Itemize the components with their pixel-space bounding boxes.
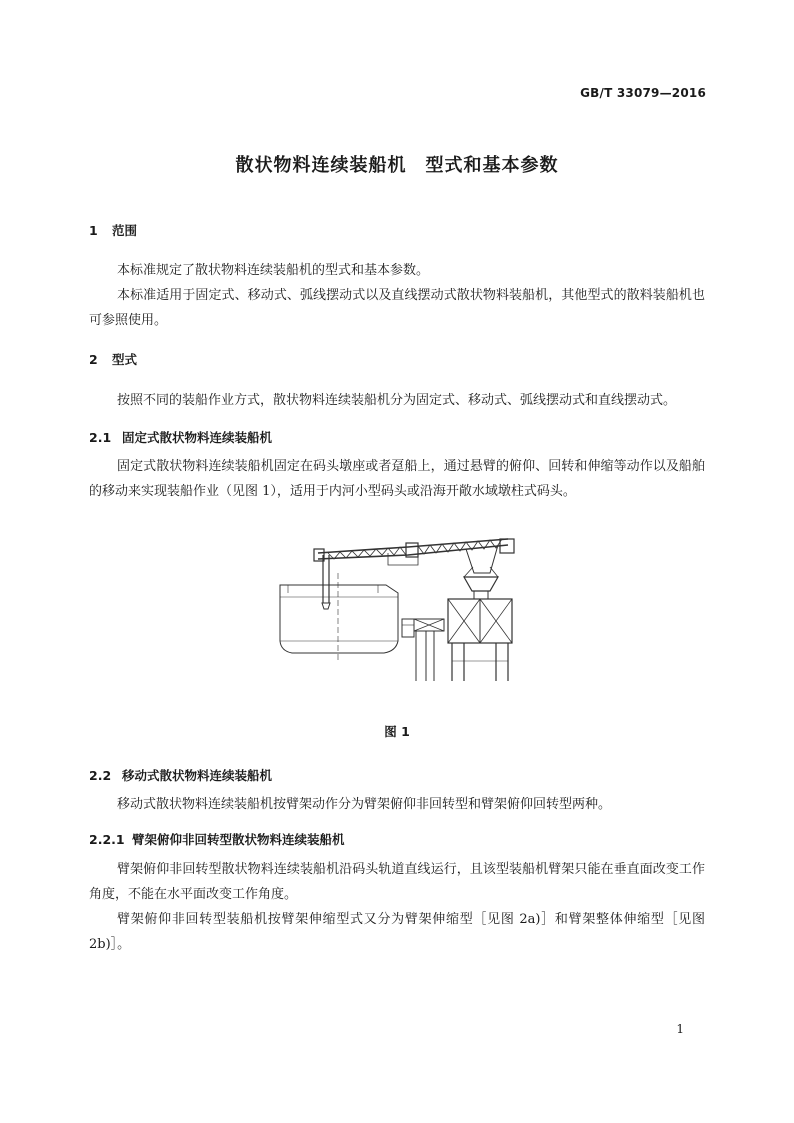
section-2-2-1-heading xyxy=(89,830,345,848)
paragraph: 臂架俯仰非回转型装船机按臂架伸缩型式又分为臂架伸缩型［见图 2a)］和臂架整体伸缩型［见图 2b)］。 xyxy=(89,912,705,952)
section-2-1-heading xyxy=(89,428,272,446)
section-title: 范围 xyxy=(112,223,138,238)
standard-number: GB/T 33079—2016 xyxy=(580,86,706,100)
paragraph: 固定式散状物料连续装船机固定在码头墩座或者趸船上，通过悬臂的俯仰、回转和伸缩等动作以及船舶的移动来实现装船作业（见图 1），适用于内河小型码头或沿海开敞水域墩柱式码头。 xyxy=(89,459,705,499)
section-1-heading xyxy=(89,221,137,239)
section-number: 2.1 xyxy=(89,430,112,445)
section-number: 2 xyxy=(89,352,98,367)
section-number: 2.2 xyxy=(89,768,112,783)
paragraph: 本标准规定了散状物料连续装船机的型式和基本参数。 xyxy=(117,263,430,278)
section-2-2-heading xyxy=(89,766,272,784)
section-title: 移动式散状物料连续装船机 xyxy=(122,768,273,783)
section-number: 1 xyxy=(89,223,98,238)
figure-1-caption: 图 1 xyxy=(384,724,410,739)
paragraph: 臂架俯仰非回转型散状物料连续装船机沿码头轨道直线运行，且该型装船机臂架只能在垂直面改变工作角度，不能在水平面改变工作角度。 xyxy=(89,862,705,902)
section-2-heading xyxy=(89,350,137,368)
paragraph: 移动式散状物料连续装船机按臂架动作分为臂架俯仰非回转型和臂架俯仰回转型两种。 xyxy=(117,797,612,812)
paragraph: 按照不同的装船作业方式，散状物料连续装船机分为固定式、移动式、弧线摆动式和直线摆动式。 xyxy=(117,393,677,408)
figure-1-drawing xyxy=(268,533,530,685)
section-title: 臂架俯仰非回转型散状物料连续装船机 xyxy=(132,832,345,847)
section-title: 固定式散状物料连续装船机 xyxy=(122,430,273,445)
paragraph: 本标准适用于固定式、移动式、弧线摆动式以及直线摆动式散状物料装船机，其他型式的散料装船机也可参照使用。 xyxy=(89,288,705,328)
page-number: 1 xyxy=(676,1022,684,1036)
document-title: 散状物料连续装船机 型式和基本参数 xyxy=(235,155,559,176)
section-number: 2.2.1 xyxy=(89,832,125,847)
section-title: 型式 xyxy=(112,352,138,367)
